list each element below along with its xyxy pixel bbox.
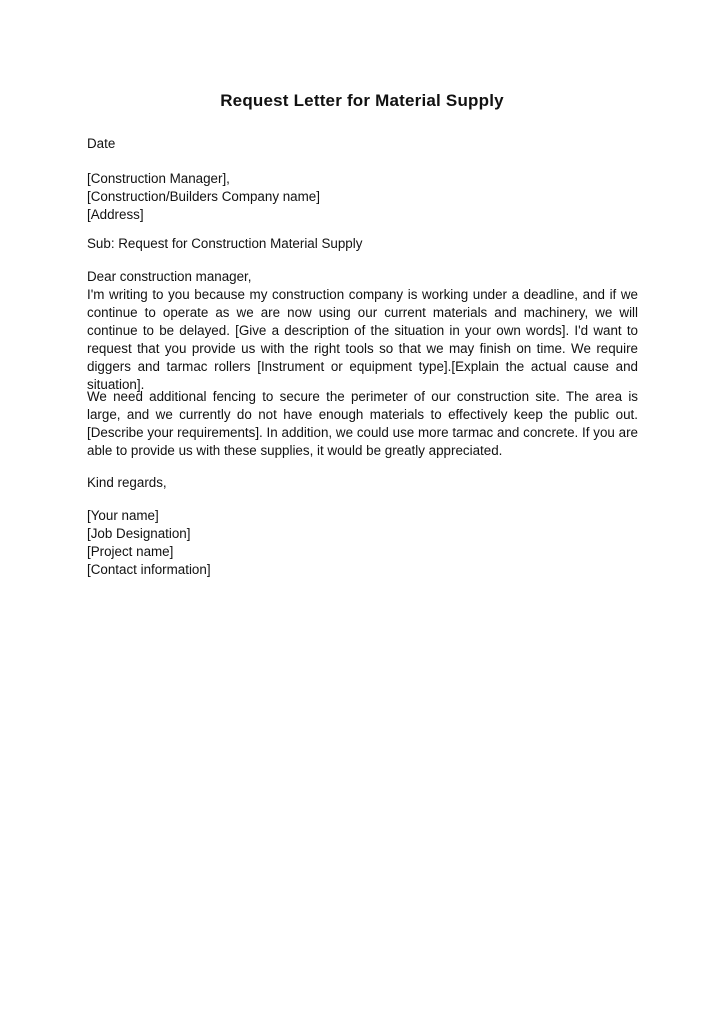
signature-designation: [Job Designation] [87, 526, 191, 541]
letter-title: Request Letter for Material Supply [220, 91, 504, 110]
subject-line: Sub: Request for Construction Material Supply [87, 236, 363, 251]
recipient-company: [Construction/Builders Company name] [87, 189, 320, 204]
signature-contact: [Contact information] [87, 562, 211, 577]
recipient-block [87, 170, 638, 224]
paragraph-situation: I'm writing to you because my construction company is working under a deadline, and if we continue to operate as we are now using our current materials and machinery, we will continue to be delayed. [Give a description of the situation in your own words]. I'd want to request that you provide us with the right tools so that we may finish on time. We require diggers and tarmac rollers [Instrument or equipment type].[Explain the actual cause and situation]. [87, 287, 638, 392]
signature-project: [Project name] [87, 544, 174, 559]
signature-block [87, 507, 638, 579]
recipient-manager: [Construction Manager], [87, 171, 230, 186]
paragraph-requirements: We need additional fencing to secure the perimeter of our construction site. The area is large, and we currently do not have enough materials to effectively keep the public out. [Describe your requirements]. In addition, we could use more tarmac and concrete. If you are able to provide us with these supplies, it would be greatly appreciated. [87, 389, 638, 458]
recipient-address: [Address] [87, 207, 144, 222]
closing-line: Kind regards, [87, 475, 167, 490]
salutation: Dear construction manager, [87, 269, 252, 284]
date-line: Date [87, 136, 116, 151]
signature-name: [Your name] [87, 508, 159, 523]
